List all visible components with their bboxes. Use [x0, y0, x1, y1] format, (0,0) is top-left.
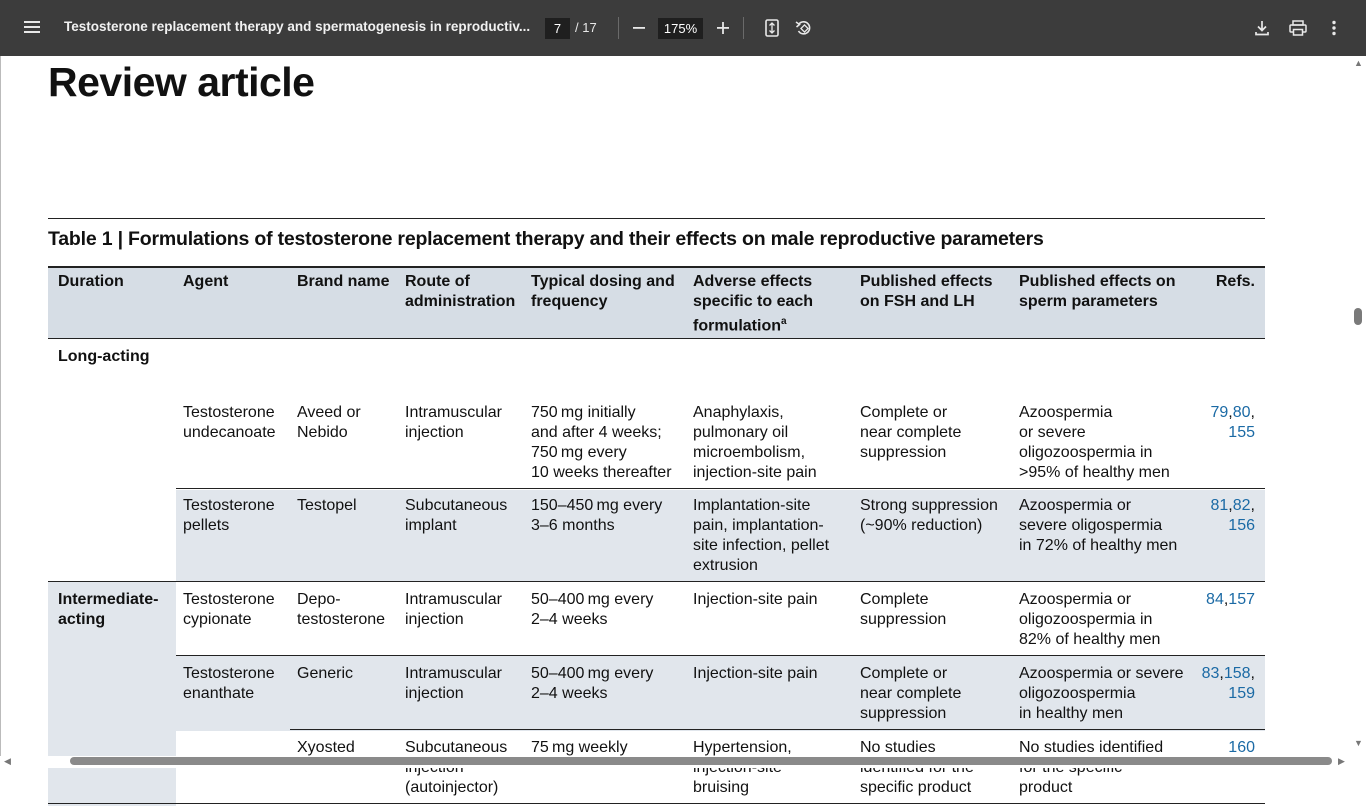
cell-brand: Xyosted	[297, 739, 355, 756]
reference-link[interactable]: 160	[1228, 739, 1255, 756]
row-divider	[290, 729, 1265, 730]
cell-adverse: Injection-site pain	[693, 665, 818, 682]
cell-dosing: 50–400 mg every 2–4 weeks	[531, 591, 654, 628]
footnote-marker: a	[781, 316, 787, 327]
reference-link[interactable]: 79	[1210, 404, 1229, 421]
page-total: / 17	[575, 20, 597, 35]
scroll-right-icon[interactable]: ▶	[1338, 756, 1345, 766]
cell-sperm: Azoospermia or severe oligospermia in 72% of healthy men	[1019, 497, 1178, 554]
header-fsh-lh: Published effects on FSH and LH	[860, 273, 993, 310]
cell-adverse: Anaphylaxis, pulmonary oil microembolism, injection-site pain	[693, 404, 817, 481]
header-brand: Brand name	[297, 273, 390, 290]
fit-page-icon	[765, 19, 779, 37]
toolbar-divider	[743, 17, 744, 39]
reference-link[interactable]: 157	[1228, 591, 1255, 608]
cell-adverse: Injection-site pain	[693, 591, 818, 608]
cell-route: Intramuscular injection	[405, 591, 502, 628]
group-divider	[48, 581, 1265, 582]
cell-dosing: 50–400 mg every 2–4 weeks	[531, 665, 654, 702]
cell-route: Intramuscular injection	[405, 665, 502, 702]
document-title: Testosterone replacement therapy and spermatogenesis in reproductiv...	[64, 19, 531, 34]
cell-adverse: Implantation-site pain, implantation- site infection, pellet extrusion	[693, 497, 830, 574]
cell-sperm: Azoospermia or severe oligozoospermia in healthy men	[1019, 665, 1184, 722]
header-refs: Refs.	[1215, 273, 1255, 290]
fit-page-button[interactable]	[760, 16, 784, 40]
table-caption: Table 1 | Formulations of testosterone replacement therapy and their effects on male reproductive parameters	[48, 228, 1044, 250]
group-long-acting: Long-acting	[58, 348, 150, 365]
cell-fsh-lh: Complete or near complete suppression	[860, 665, 962, 722]
cell-brand: Testopel	[297, 497, 357, 514]
rotate-icon	[795, 19, 813, 37]
cell-route: Subcutaneous (autoinjector)	[405, 739, 508, 796]
header-route: Route of administration	[405, 273, 516, 310]
cell-refs: 84,157	[1206, 591, 1255, 608]
header-adverse: Adverse effects specific to each formulation$^a$	[693, 273, 814, 335]
header-duration: Duration	[58, 273, 124, 290]
cell-fsh-lh: Strong suppression (~90% reduction)	[860, 497, 998, 534]
row-divider	[176, 655, 1265, 656]
reference-link[interactable]: 155	[1228, 424, 1255, 441]
cell-agent: Testosterone pellets	[183, 497, 275, 534]
toolbar-divider	[618, 17, 619, 39]
cell-route: Intramuscular injection	[405, 404, 502, 441]
cell-agent: Testosterone enanthate	[183, 665, 275, 702]
reference-link[interactable]: 80	[1232, 404, 1251, 421]
vertical-scrollbar[interactable]	[1344, 56, 1366, 756]
reference-link[interactable]: 159	[1228, 685, 1255, 702]
cell-sperm: Azoospermia or severe oligozoospermia in >95% of healthy men	[1019, 404, 1170, 481]
pdf-toolbar	[0, 0, 1366, 56]
rotate-button[interactable]	[792, 16, 816, 40]
minus-icon	[632, 21, 646, 35]
zoom-out-button[interactable]	[627, 16, 651, 40]
scroll-up-icon[interactable]: ▲	[1354, 58, 1363, 68]
cell-fsh-lh: Complete or near complete suppression	[860, 404, 962, 461]
cell-brand: Aveed or Nebido	[297, 404, 361, 441]
cell-refs: 83,158, 159	[1201, 665, 1255, 702]
pdf-viewer[interactable]	[0, 56, 1366, 796]
row-divider	[176, 488, 1265, 489]
horizontal-scroll-thumb[interactable]	[70, 757, 1332, 765]
cell-sperm: Azoospermia or oligozoospermia in 82% of healthy men	[1019, 591, 1161, 648]
plus-icon	[716, 21, 730, 35]
cell-route: Subcutaneous implant	[405, 497, 508, 534]
reference-link[interactable]: 84	[1206, 591, 1224, 608]
cell-agent: Testosterone undecanoate	[183, 404, 276, 441]
header-agent: Agent	[183, 273, 229, 290]
cell-fsh-lh: No studies specific product	[860, 739, 972, 796]
article-type-heading: Review article	[48, 59, 315, 105]
cell-fsh-lh: Complete suppression	[860, 591, 947, 628]
cell-dosing: 75 mg weekly	[531, 739, 628, 756]
reference-link[interactable]: 82	[1232, 497, 1251, 514]
download-button[interactable]	[1250, 16, 1274, 40]
cell-sperm: No studies identified product	[1019, 739, 1164, 796]
cell-refs: 79,80, 155	[1210, 404, 1255, 441]
row-divider	[48, 803, 1265, 804]
header-sperm: Published effects on sperm parameters	[1019, 273, 1176, 310]
group-intermediate-acting: Intermediate- acting	[58, 591, 159, 628]
more-vert-icon	[1331, 20, 1337, 36]
page-number-input[interactable]	[545, 18, 570, 39]
cell-brand: Depo- testosterone	[297, 591, 386, 628]
reference-link[interactable]: 81	[1210, 497, 1229, 514]
print-button[interactable]	[1286, 16, 1310, 40]
cell-brand: Generic	[297, 665, 354, 682]
menu-icon[interactable]	[20, 18, 44, 38]
vertical-scroll-thumb[interactable]	[1354, 308, 1362, 325]
cell-dosing: 150–450 mg every 3–6 months	[531, 497, 663, 534]
table-top-rule	[48, 218, 1265, 219]
reference-link[interactable]: 83	[1201, 665, 1220, 682]
reference-link[interactable]: 156	[1228, 517, 1255, 534]
reference-link[interactable]: 158	[1223, 665, 1251, 682]
cell-refs	[1168, 738, 1255, 758]
cell-refs: 81,82, 156	[1210, 497, 1255, 534]
header-dosing: Typical dosing and frequency	[531, 273, 675, 310]
download-icon	[1254, 20, 1270, 36]
pdf-page	[0, 56, 1343, 796]
scroll-left-icon[interactable]: ◀	[4, 756, 11, 766]
scroll-down-icon[interactable]: ▼	[1354, 738, 1363, 748]
cell-adverse: Hypertension, bruising	[693, 739, 792, 796]
cell-dosing: 750 mg initially and after 4 weeks; 750 mg every 10 weeks thereafter	[531, 404, 672, 481]
zoom-in-button[interactable]	[711, 16, 735, 40]
more-options-button[interactable]	[1322, 16, 1346, 40]
zoom-input[interactable]	[658, 18, 703, 39]
print-icon	[1289, 20, 1307, 36]
cell-agent: Testosterone cypionate	[183, 591, 275, 628]
